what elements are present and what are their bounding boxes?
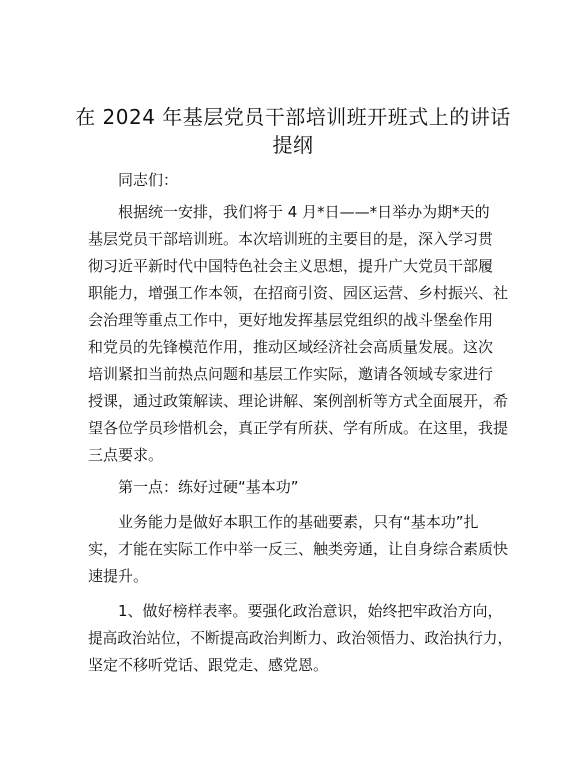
paragraph-4-line-2: 提高政治站位，不断提高政治判断力、政治领悟力、政治执行力， [88, 629, 513, 647]
paragraph-1-line-2: 基层党员干部培训班。本次培训班的主要目的是，深入学习贯 [88, 230, 494, 248]
paragraph-1-line-10: 三点要求。 [88, 446, 164, 464]
paragraph-1-line-8: 授课，通过政策解读、理论讲解、案例剖析等方式全面展开，希 [88, 392, 509, 410]
paragraph-3-line-3: 速提升。 [88, 567, 149, 585]
paragraph-3-line-2: 实，才能在实际工作中举一反三、触类旁通，让自身综合素质快 [88, 540, 509, 558]
paragraph-1-line-4: 职能力，增强工作本领，在招商引资、园区运营、乡村振兴、社 [88, 284, 509, 302]
paragraph-1-line-5: 会治理等重点工作中，更好地发挥基层党组织的战斗堡垒作用 [88, 311, 494, 329]
document-title-line-2: 提纲 [272, 133, 314, 157]
salutation: 同志们： [118, 171, 179, 189]
paragraph-3-line-1: 业务能力是做好本职工作的基础要素，只有“基本功”扎 [118, 513, 479, 531]
document-title-line-1: 在 2024 年基层党员干部培训班开班式上的讲话 [75, 105, 511, 129]
paragraph-1-line-7: 培训紧扣当前热点问题和基层工作实际，邀请各领域专家进行 [88, 365, 494, 383]
paragraph-1-line-3: 彻习近平新时代中国特色社会主义思想，提升广大党员干部履 [88, 257, 494, 275]
paragraph-1-line-6: 和党员的先锋模范作用，推动区域经济社会高质量发展。这次 [88, 338, 494, 356]
paragraph-4-line-1: 1、做好榜样表率。要强化政治意识，始终把牢政治方向， [118, 602, 503, 620]
paragraph-1-line-1: 根据统一安排，我们将于 4 月*日——*日举办为期*天的 [118, 203, 490, 221]
paragraph-1-line-9: 望各位学员珍惜机会，真正学有所获、学有所成。在这里，我提 [88, 419, 509, 437]
section-heading-1: 第一点：练好过硬“基本功” [118, 478, 299, 496]
paragraph-4-line-3: 坚定不移听党话、跟党走、感党恩。 [88, 656, 329, 674]
